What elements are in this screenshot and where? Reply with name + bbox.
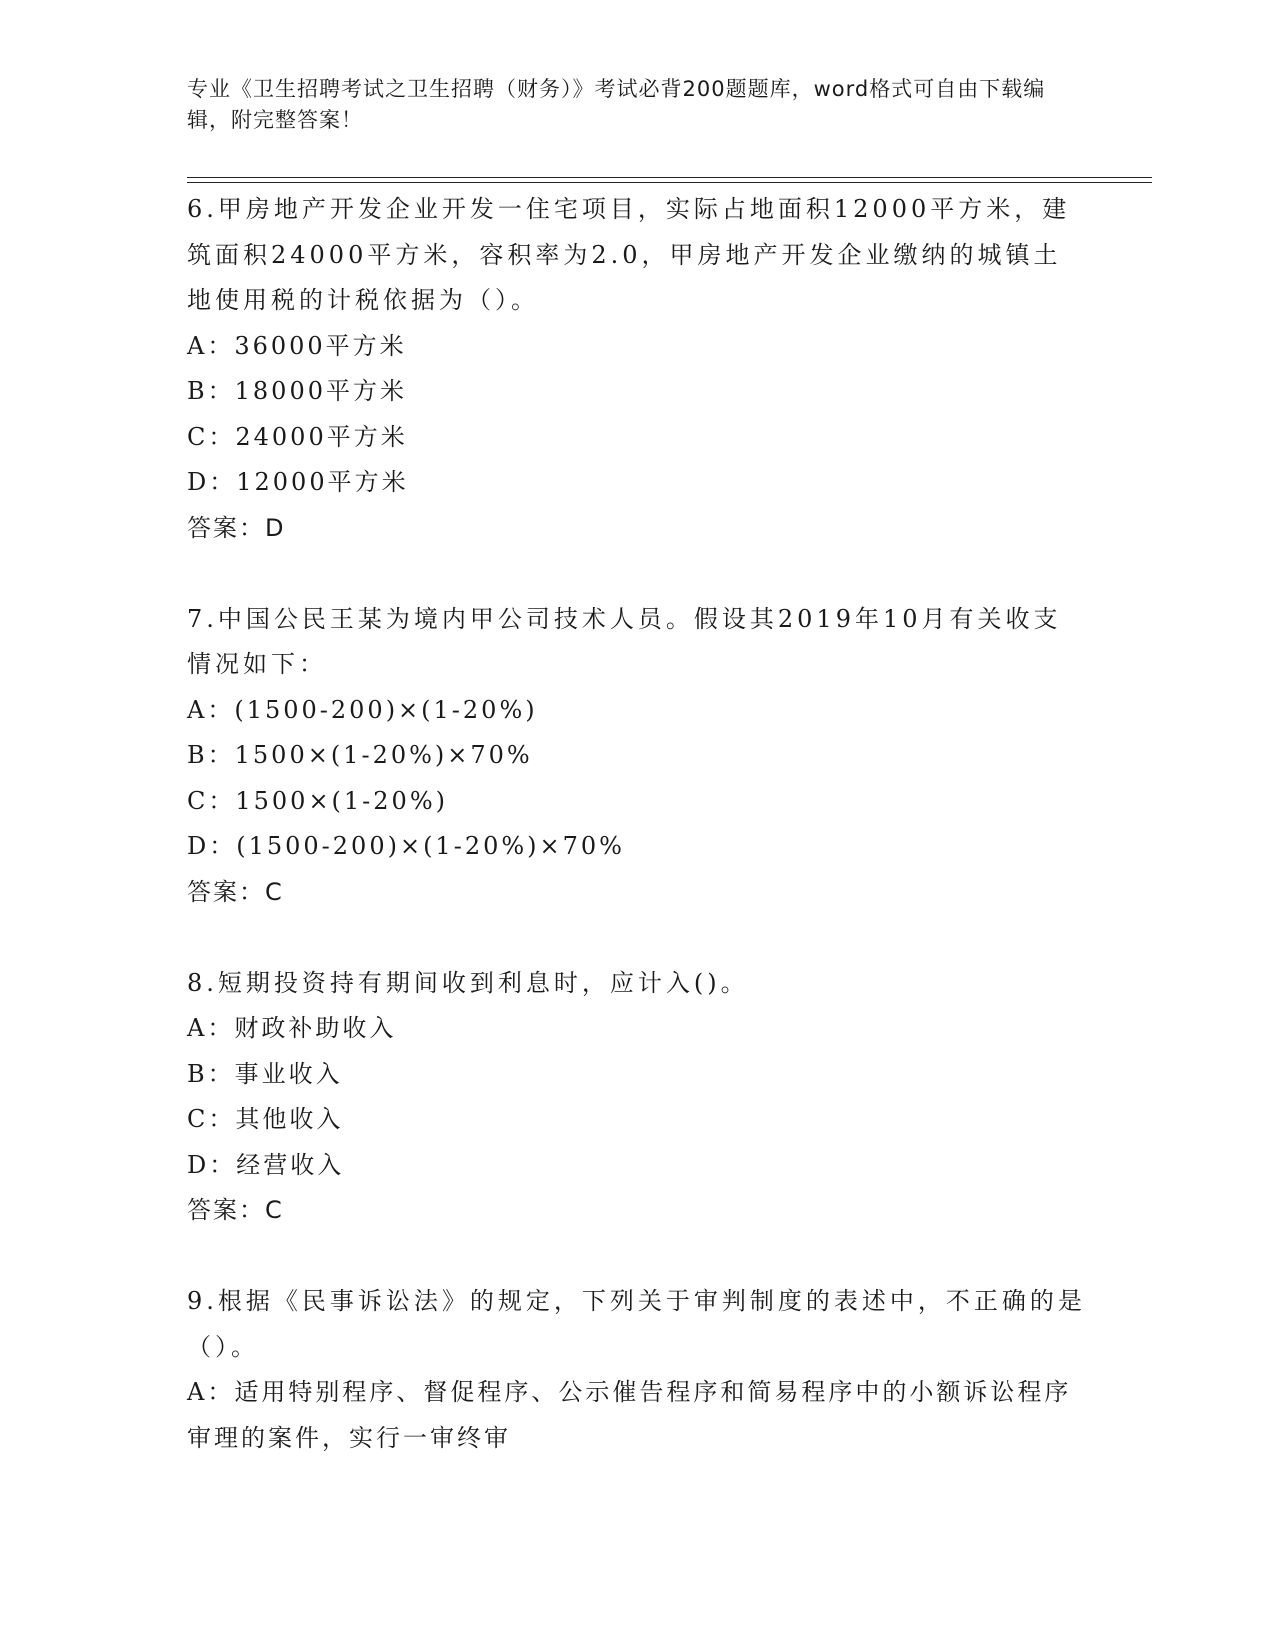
spacer [187, 551, 1087, 597]
header-divider-top [187, 177, 1152, 178]
option-b: B：事业收入 [187, 1059, 343, 1088]
question-text: 6.甲房地产开发企业开发一住宅项目，实际占地面积12000平方米，建筑面积24000平方米，容积率为2.0，甲房地产开发企业缴纳的城镇土地使用税的计税依据为（）。 [187, 195, 1071, 314]
question-text: 9.根据《民事诉讼法》的规定，下列关于审判制度的表述中，不正确的是（）。 [187, 1287, 1086, 1361]
option-a: A：财政补助收入 [187, 1014, 397, 1042]
document-header: 专业《卫生招聘考试之卫生招聘（财务）》考试必背200题题库，word格式可自由下载编辑，附完整答案！ [187, 77, 1046, 132]
answer: 答案：C [187, 877, 284, 906]
option-a: A：适用特别程序、督促程序、公示催告程序和简易程序中的小额诉讼程序审理的案件，实行一审终审 [187, 1378, 1072, 1452]
question-8 [187, 961, 1087, 1234]
option-d: D：12000平方米 [187, 468, 409, 496]
question-7 [187, 597, 1087, 916]
option-b: B：18000平方米 [187, 377, 407, 405]
question-text: 8.短期投资持有期间收到利息时，应计入()。 [187, 968, 749, 997]
spacer [187, 915, 1087, 961]
header-divider-bottom [187, 182, 1152, 183]
answer: 答案：C [187, 1196, 284, 1224]
option-a: A：(1500-200)×(1-20%) [187, 695, 538, 724]
question-text: 7.中国公民王某为境内甲公司技术人员。假设其2019年10月有关收支情况如下： [187, 604, 1062, 678]
option-a: A：36000平方米 [187, 331, 407, 360]
option-b: B：1500×(1-20%)×70% [187, 741, 533, 769]
question-6 [187, 187, 1087, 551]
option-c: C：24000平方米 [187, 422, 408, 451]
answer: 答案：D [187, 513, 286, 542]
option-d: D：经营收入 [187, 1150, 345, 1179]
option-d: D：(1500-200)×(1-20%)×70% [187, 832, 625, 860]
option-c: C：1500×(1-20%) [187, 786, 448, 815]
option-c: C：其他收入 [187, 1105, 344, 1133]
question-9 [187, 1279, 1087, 1461]
spacer [187, 1234, 1087, 1280]
question-list [187, 187, 1087, 1461]
